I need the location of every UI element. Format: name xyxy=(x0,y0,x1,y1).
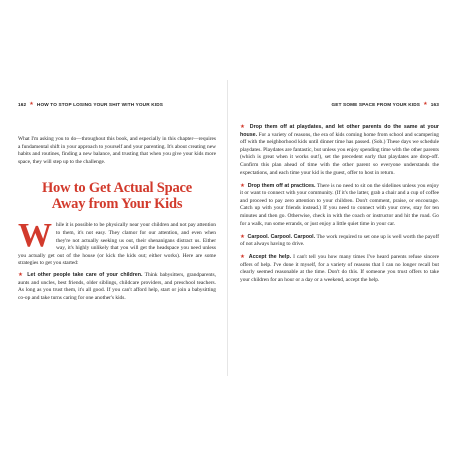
list-item-lead: Carpool. Carpool. Carpool. xyxy=(247,233,316,240)
intro-paragraph: What I'm asking you to do—throughout this book, and especially in this chapter—requires a fundamental shift in your approach to yourself and your parenting. It's about creating new habits and routines, finding a new balance, and trusting that when you give your kids more space, they will step up to the challenge. xyxy=(18,136,216,165)
list-item-text: Think babysitters, grandparents, aunts and uncles, best friends, older siblings, childcare providers, and preschool teachers. As long as you trust them, it's all good. If you can't afford help, start or join a babysitting co-op and take turns caring for one another's kids. xyxy=(18,271,217,301)
page-number: 163 xyxy=(430,101,439,107)
running-head-text: HOW TO STOP LOSING YOUR SHIT WITH YOUR KIDS xyxy=(36,101,164,107)
list-item-text: There is no need to sit on the sidelines unless you enjoy it or want to connect with your community. (If it's the latter, grab a chair and a cup of coffee and proceed to pay zero attention to your children. Don't comment, praise, or encourage. Catch up with your friends instead.) If you need to connect with your crew, stay for ten minutes and then go. Otherwise, check in with the coach or instructor and hit the road. Go for a walk, run some errands, or just enjoy a little quiet time in your car. xyxy=(240,182,439,227)
list-item xyxy=(240,234,439,249)
left-page xyxy=(0,80,228,376)
list-item-lead: Accept the help. xyxy=(248,254,292,261)
dropcap-paragraph xyxy=(18,217,216,268)
star-icon: ★ xyxy=(18,271,24,278)
list-item xyxy=(18,272,216,302)
star-icon: ★ xyxy=(240,233,246,240)
left-running-head xyxy=(18,100,216,108)
book-spread xyxy=(0,80,456,376)
chapter-title: How to Get Actual Space Away from Your Kids xyxy=(41,180,193,213)
list-item-lead: Let other people take care of your children. xyxy=(27,271,143,278)
list-item-lead: Drop them off at practices. xyxy=(247,182,316,189)
star-icon: ★ xyxy=(240,182,246,189)
list-item-lead: Drop them off at playdates, and let other parents do the same at your house. xyxy=(240,124,439,138)
star-icon: ★ xyxy=(240,254,246,261)
right-running-head xyxy=(240,100,439,108)
star-icon: ★ xyxy=(423,101,428,107)
running-head-text: GET SOME SPACE FROM YOUR KIDS xyxy=(331,101,421,107)
list-item xyxy=(240,254,439,284)
right-page xyxy=(228,80,456,376)
star-icon: ★ xyxy=(240,124,247,130)
list-item-text: The work required to set one up is well worth the payoff of not always having to drive. xyxy=(240,233,439,248)
page-number: 162 xyxy=(18,101,27,107)
drop-cap: W xyxy=(18,217,52,255)
dropcap-paragraph-text: hile it is possible to be physically near your children and not pay attention to them, it's not easy. They clamor for our attention, and even when they're not actually seeking us out, their shenanigans distract us. Either way, it's highly unlikely that you will get the headspace you need unless you actually get out of the house (or kick the kids out; either works). Here are some strategies to get you started: xyxy=(18,222,216,267)
list-item xyxy=(240,183,439,229)
list-item xyxy=(240,124,439,177)
list-item-text: For a variety of reasons, the era of kids coming home from school and scampering off with the neighborhood kids until dinner time has passed. (Sob.) These days we schedule playdates. Playdates are fantastic, but unless you enjoy spending time with the other parents (which is great when it works out!), set the precedent early that playdates are drop-off. Confirm this plan ahead of time with the other parent so everyone understands the expectations, and each time your kid is the guest, offer to host in return. xyxy=(240,131,439,176)
list-item-text: I can't tell you how many times I've heard parents refuse sincere offers of help. I've done it myself, for a variety of reasons that I can no longer recall but clearly seemed reasonable at the time. Don't do this. If someone you trust offers to take your children for an hour or a day or a weekend, accept the help. xyxy=(240,254,439,283)
star-icon: ★ xyxy=(29,101,34,107)
dropcap-paragraph-wrap xyxy=(18,217,216,268)
